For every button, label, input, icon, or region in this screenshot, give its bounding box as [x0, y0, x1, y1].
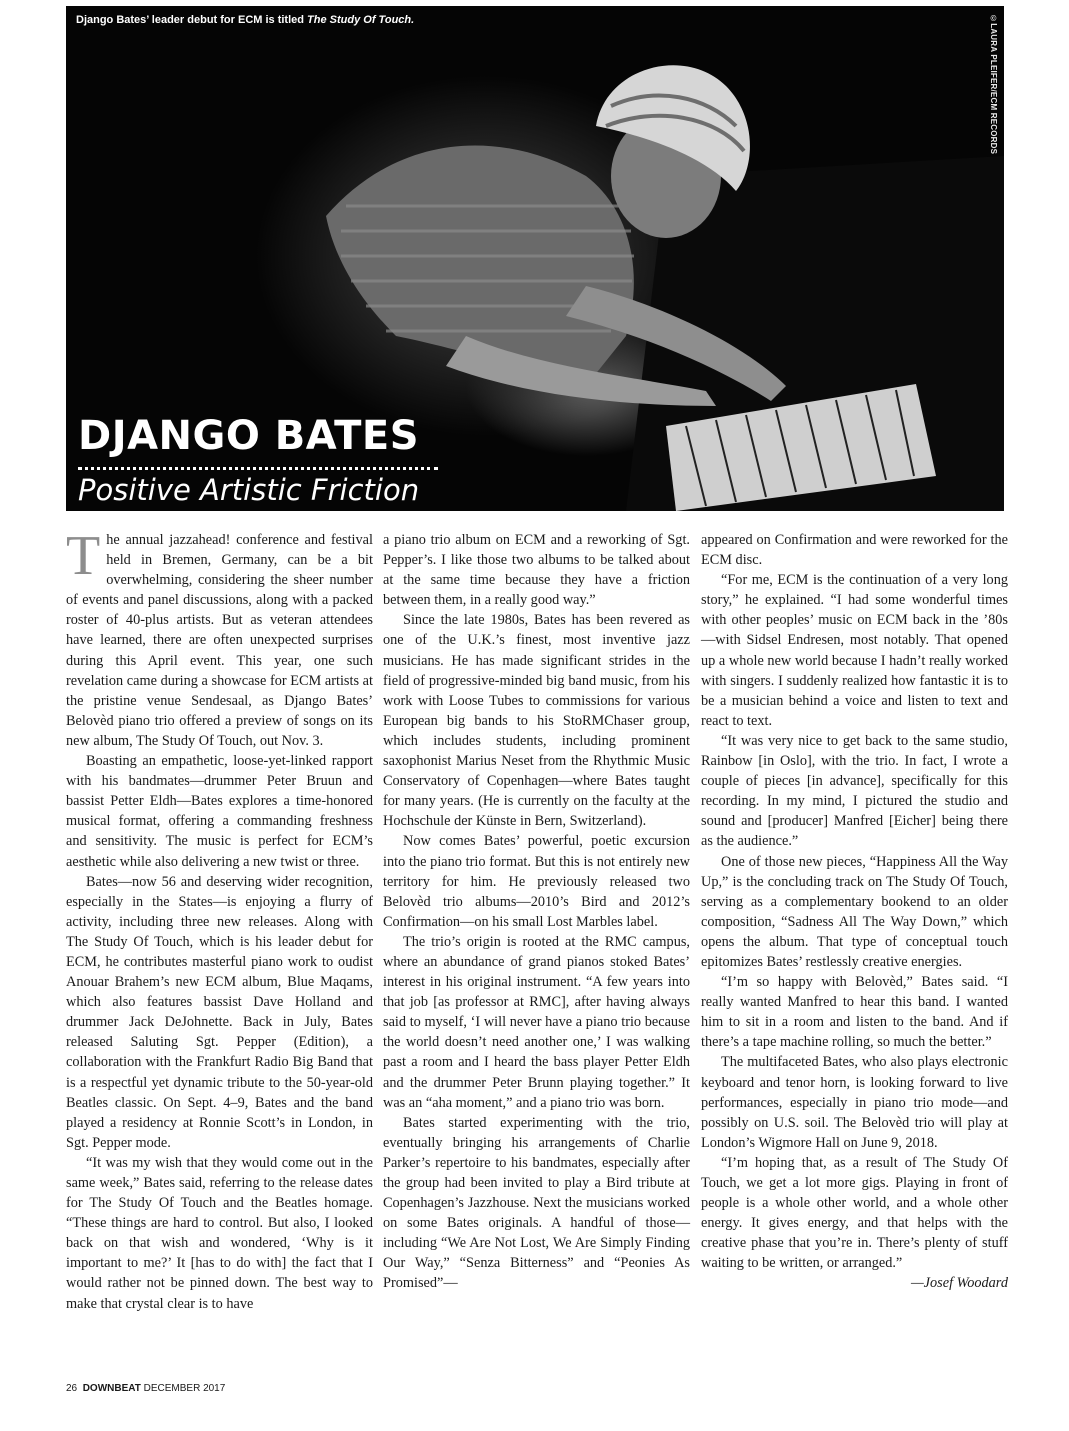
- paragraph: The annual jazzahead! conference and festival held in Bremen, Germany, can be a bit overwhelming, considering the sheer number of events and panel discussions, along with a packed roster of 40-plus artists. But as veteran attendees have learned, there are often unexpected surprises during this April event. This year, one such revelation came during a showcase for ECM artists at the pristine venue Sendesaal, as Django Bates’ Belovèd piano trio offered a preview of songs on its new album, The Study Of Touch, out Nov. 3.: [66, 525, 373, 749]
- paragraph: The trio’s origin is rooted at the RMC campus, where an abundance of grand pianos stoked Bates’ interest in his original instrument. “A few years into that job [as professor at RMC], after having always said to myself, ‘I will never have a piano trio because the world doesn’t need another one,’ I was walking past a room and I heard the bass player Petter Eldh and the drummer Peter Brunn playing together.” It was an “aha moment,” and a piano trio was born.: [383, 933, 690, 1111]
- paragraph: Bates started experimenting with the trio, eventually bringing his arrangements of Charlie Parker’s repertoire to his bandmates, especially after the group had been invited to play a Bird tribute at Copenhagen’s Jazzhouse. Next the musicians worked on some Bates originals. A handful of those—including “We Are Not Lost, We Are Simply Finding Our Way,” “Senza Bitterness” and “Peonies As Promised”—: [383, 1114, 690, 1292]
- paragraph: “I’m so happy with Belovèd,” Bates said. “I really wanted Manfred to hear this band. I wanted him to sit in a room and listen to the band. And if there’s a tape machine rolling, so much the better.”: [701, 974, 1008, 1051]
- paragraph: “For me, ECM is the continuation of a very long story,” he explained. “I had some wonderful times with other peoples’ music on ECM back in the ’80s—with Sidsel Endresen, most notably. That opened up a whole new world because I hadn’t really worked with singers. I suddenly realized how fantastic it is to be a musician behind a voice and listen to text and react to text.: [701, 572, 1008, 729]
- issue-date: DECEMBER 2017: [143, 1383, 226, 1394]
- paragraph: a piano trio album on ECM and a reworking of Sgt. Pepper’s. I like those two albums to be talked about at the same time because they have a friction between them, in a really good way.”: [383, 532, 690, 609]
- photo-caption: [76, 14, 414, 26]
- photo-caption-title: The Study Of Touch.: [307, 14, 415, 26]
- article-subhead: Positive Artistic Friction: [78, 473, 420, 507]
- hero-photo: [66, 6, 1004, 511]
- paragraph: Since the late 1980s, Bates has been revered as one of the U.K.’s finest, most inventive jazz musicians. He has made significant strides in the field of progressive-minded big band music, from his work with Loose Tubes to commissions for various European big bands to his StoRMChaser group, which includes students, including prominent saxophonist Marius Neset from the Rhythmic Music Conservatory of Copenhagen—where Bates taught for many years. (He is currently on the faculty at the Hochschule der Künste in Bern, Switzerland).: [383, 612, 690, 830]
- article-column-1: [66, 525, 373, 1314]
- magazine-name: DOWNBEAT: [82, 1383, 141, 1394]
- drop-cap: T: [66, 525, 101, 587]
- paragraph: The multifaceted Bates, who also plays electronic keyboard and tenor horn, is looking forward to live performances, especially in piano trio mode—and possibly on U.S. soil. The Belovèd trio will play at London’s Wigmore Hall on June 9, 2018.: [701, 1054, 1008, 1151]
- page-footer: [66, 1383, 225, 1394]
- paragraph: One of those new pieces, “Happiness All the Way Up,” is the concluding track on The Study Of Touch, serving as a complementary bookend to an older composition, “Sadness All The Way Down,” which opens the album. That type of conceptual touch epitomizes Bates’ restlessly creative energies.: [701, 853, 1008, 970]
- page-number: 26: [66, 1383, 78, 1394]
- paragraph: appeared on Confirmation and were reworked for the ECM disc.: [701, 532, 1008, 569]
- article-column-2: [383, 530, 690, 1294]
- paragraph: Bates—now 56 and deserving wider recognition, especially in the States—is enjoying a flurry of activity, including three new releases. Along with The Study Of Touch, which is his leader debut for ECM, he contributes masterful piano work to oudist Anouar Brahem’s new ECM album, Blue Maqams, which also features bassist Dave Holland and drummer Jack DeJohnette. Back in July, Bates released Saluting Sgt. Pepper (Edition), a collaboration with the Frankfurt Radio Big Band that is a respectful yet dynamic tribute to the 50-year-old Beatles classic. On Sept. 4–9, Bates and the band played a residency at Ronnie Scott’s in London, in Sgt. Pepper mode.: [66, 873, 373, 1151]
- paragraph: “It was my wish that they would come out in the same week,” Bates said, referring to the release dates for The Study Of Touch and the Beatles homage. “These things are hard to control. But also, I looked back on that wish and wondered, ‘Why is it important to me?’ It [has to do with] the fact that I would rather not be pinned down. The best way to make that crystal clear is to have: [66, 1154, 373, 1312]
- photo-credit: ©LAURA PLEIFER/ECM RECORDS: [989, 14, 998, 155]
- paragraph: “I’m hoping that, as a result of The Study Of Touch, we get a lot more gigs. Playing in front of people is a whole other world, and a whole other energy. It gives energy, and that helps with the creative phase that you’re in. There’s plenty of stuff waiting to be written, or arranged.”: [701, 1154, 1008, 1272]
- article-headline: DJANGO BATES: [78, 413, 420, 459]
- paragraph: “It was very nice to get back to the same studio, Rainbow [in Oslo], with the trio. In fact, I wrote a couple of pieces [in advance], specifically for this recording. In my mind, I pictured the studio and sound and [producer] Manfred [Eicher] being there as the audience.”: [701, 732, 1008, 850]
- paragraph: Now comes Bates’ powerful, poetic excursion into the piano trio format. But this is not entirely new territory for him. He previously released two Belovèd trio albums—2010’s Bird and 2012’s Confirmation—on his small Lost Marbles label.: [383, 833, 690, 930]
- byline: —Josef Woodard: [910, 1275, 1008, 1292]
- article-column-3: [701, 530, 1008, 1294]
- photo-caption-text: Django Bates’ leader debut for ECM is titled: [76, 14, 308, 26]
- dotted-divider: [78, 467, 438, 470]
- paragraph: Boasting an empathetic, loose-yet-linked rapport with his bandmates—drummer Peter Bruun and bassist Petter Eldh—Bates explores a time-honored musical format, offering a commanding freshness and sensitivity. The music is perfect for ECM’s aesthetic while also delivering a new twist or three.: [66, 753, 373, 870]
